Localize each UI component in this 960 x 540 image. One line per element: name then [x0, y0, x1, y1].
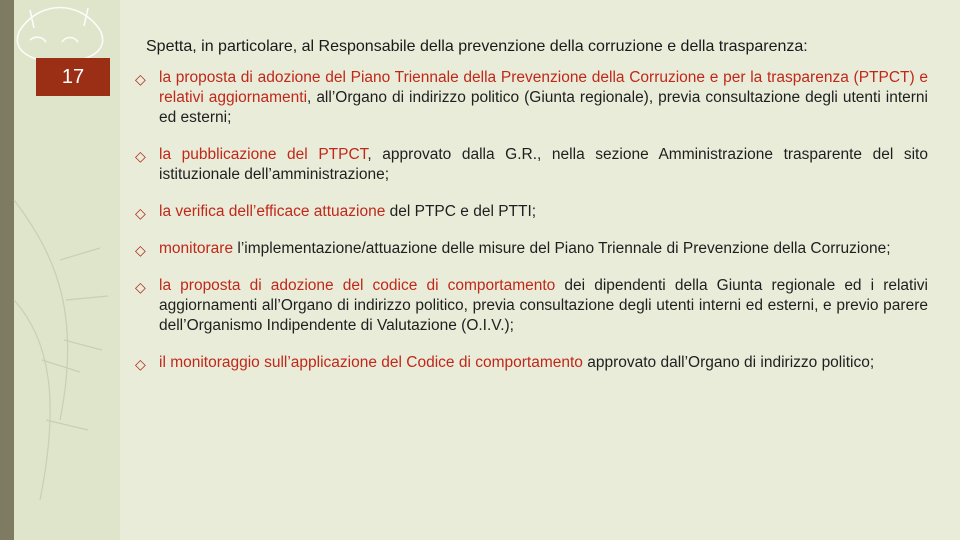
bullet-list: [132, 68, 928, 390]
bullet-highlight: la verifica dell’efficace attuazione: [159, 203, 386, 220]
bullet-text: approvato dall’Organo di indirizzo politico;: [582, 354, 875, 371]
bullet-text: l’implementazione/attuazione delle misure del Piano Triennale di Prevenzione della Corruzione;: [233, 240, 891, 257]
bullet-item: [132, 353, 928, 373]
diamond-outline-icon: ◇: [135, 242, 146, 258]
bullet-text: del PTPC e del PTTI;: [385, 203, 537, 220]
diamond-outline-icon: ◇: [135, 356, 146, 372]
diamond-outline-icon: ◇: [135, 148, 146, 164]
slide-number-badge: 17: [36, 58, 110, 96]
bullet-item: [132, 202, 928, 222]
bullet-text: , all’Organo di indirizzo politico (Giunta regionale), previa consultazione degli utenti interni ed esterni;: [159, 89, 928, 126]
diamond-outline-icon: ◇: [135, 205, 146, 221]
bullet-highlight: la proposta di adozione del codice di comportamento: [159, 277, 556, 294]
bullet-item: [132, 276, 928, 336]
bullet-item: [132, 68, 928, 128]
bullet-text: dei dipendenti della Giunta regionale ed i relativi aggiornamenti all’Organo di indirizzo politico, previa consultazione degli utenti interni ed esterni, e previo parere dell’Organismo Indipendente di Valutazione (O.I.V.);: [159, 277, 928, 334]
bullet-highlight: il monitoraggio sull’applicazione del Codice di comportamento: [159, 354, 583, 371]
bullet-item: [132, 145, 928, 185]
diamond-outline-icon: ◇: [135, 279, 146, 295]
bullet-item: [132, 239, 928, 259]
bullet-text: , approvato dalla G.R., nella sezione Amministrazione trasparente del sito istituzionale dell’amministrazione;: [159, 146, 928, 183]
bullet-highlight: monitorare: [159, 240, 234, 257]
diamond-outline-icon: ◇: [135, 71, 146, 87]
bullet-highlight: la pubblicazione del PTPCT: [159, 146, 368, 163]
intro-text: Spetta, in particolare, al Responsabile della prevenzione della corruzione e della trasparenza:: [146, 38, 808, 55]
bullet-highlight: la proposta di adozione del Piano Triennale della Prevenzione della Corruzione e per la trasparenza (PTPCT) e relativi aggiornamenti: [159, 69, 928, 106]
